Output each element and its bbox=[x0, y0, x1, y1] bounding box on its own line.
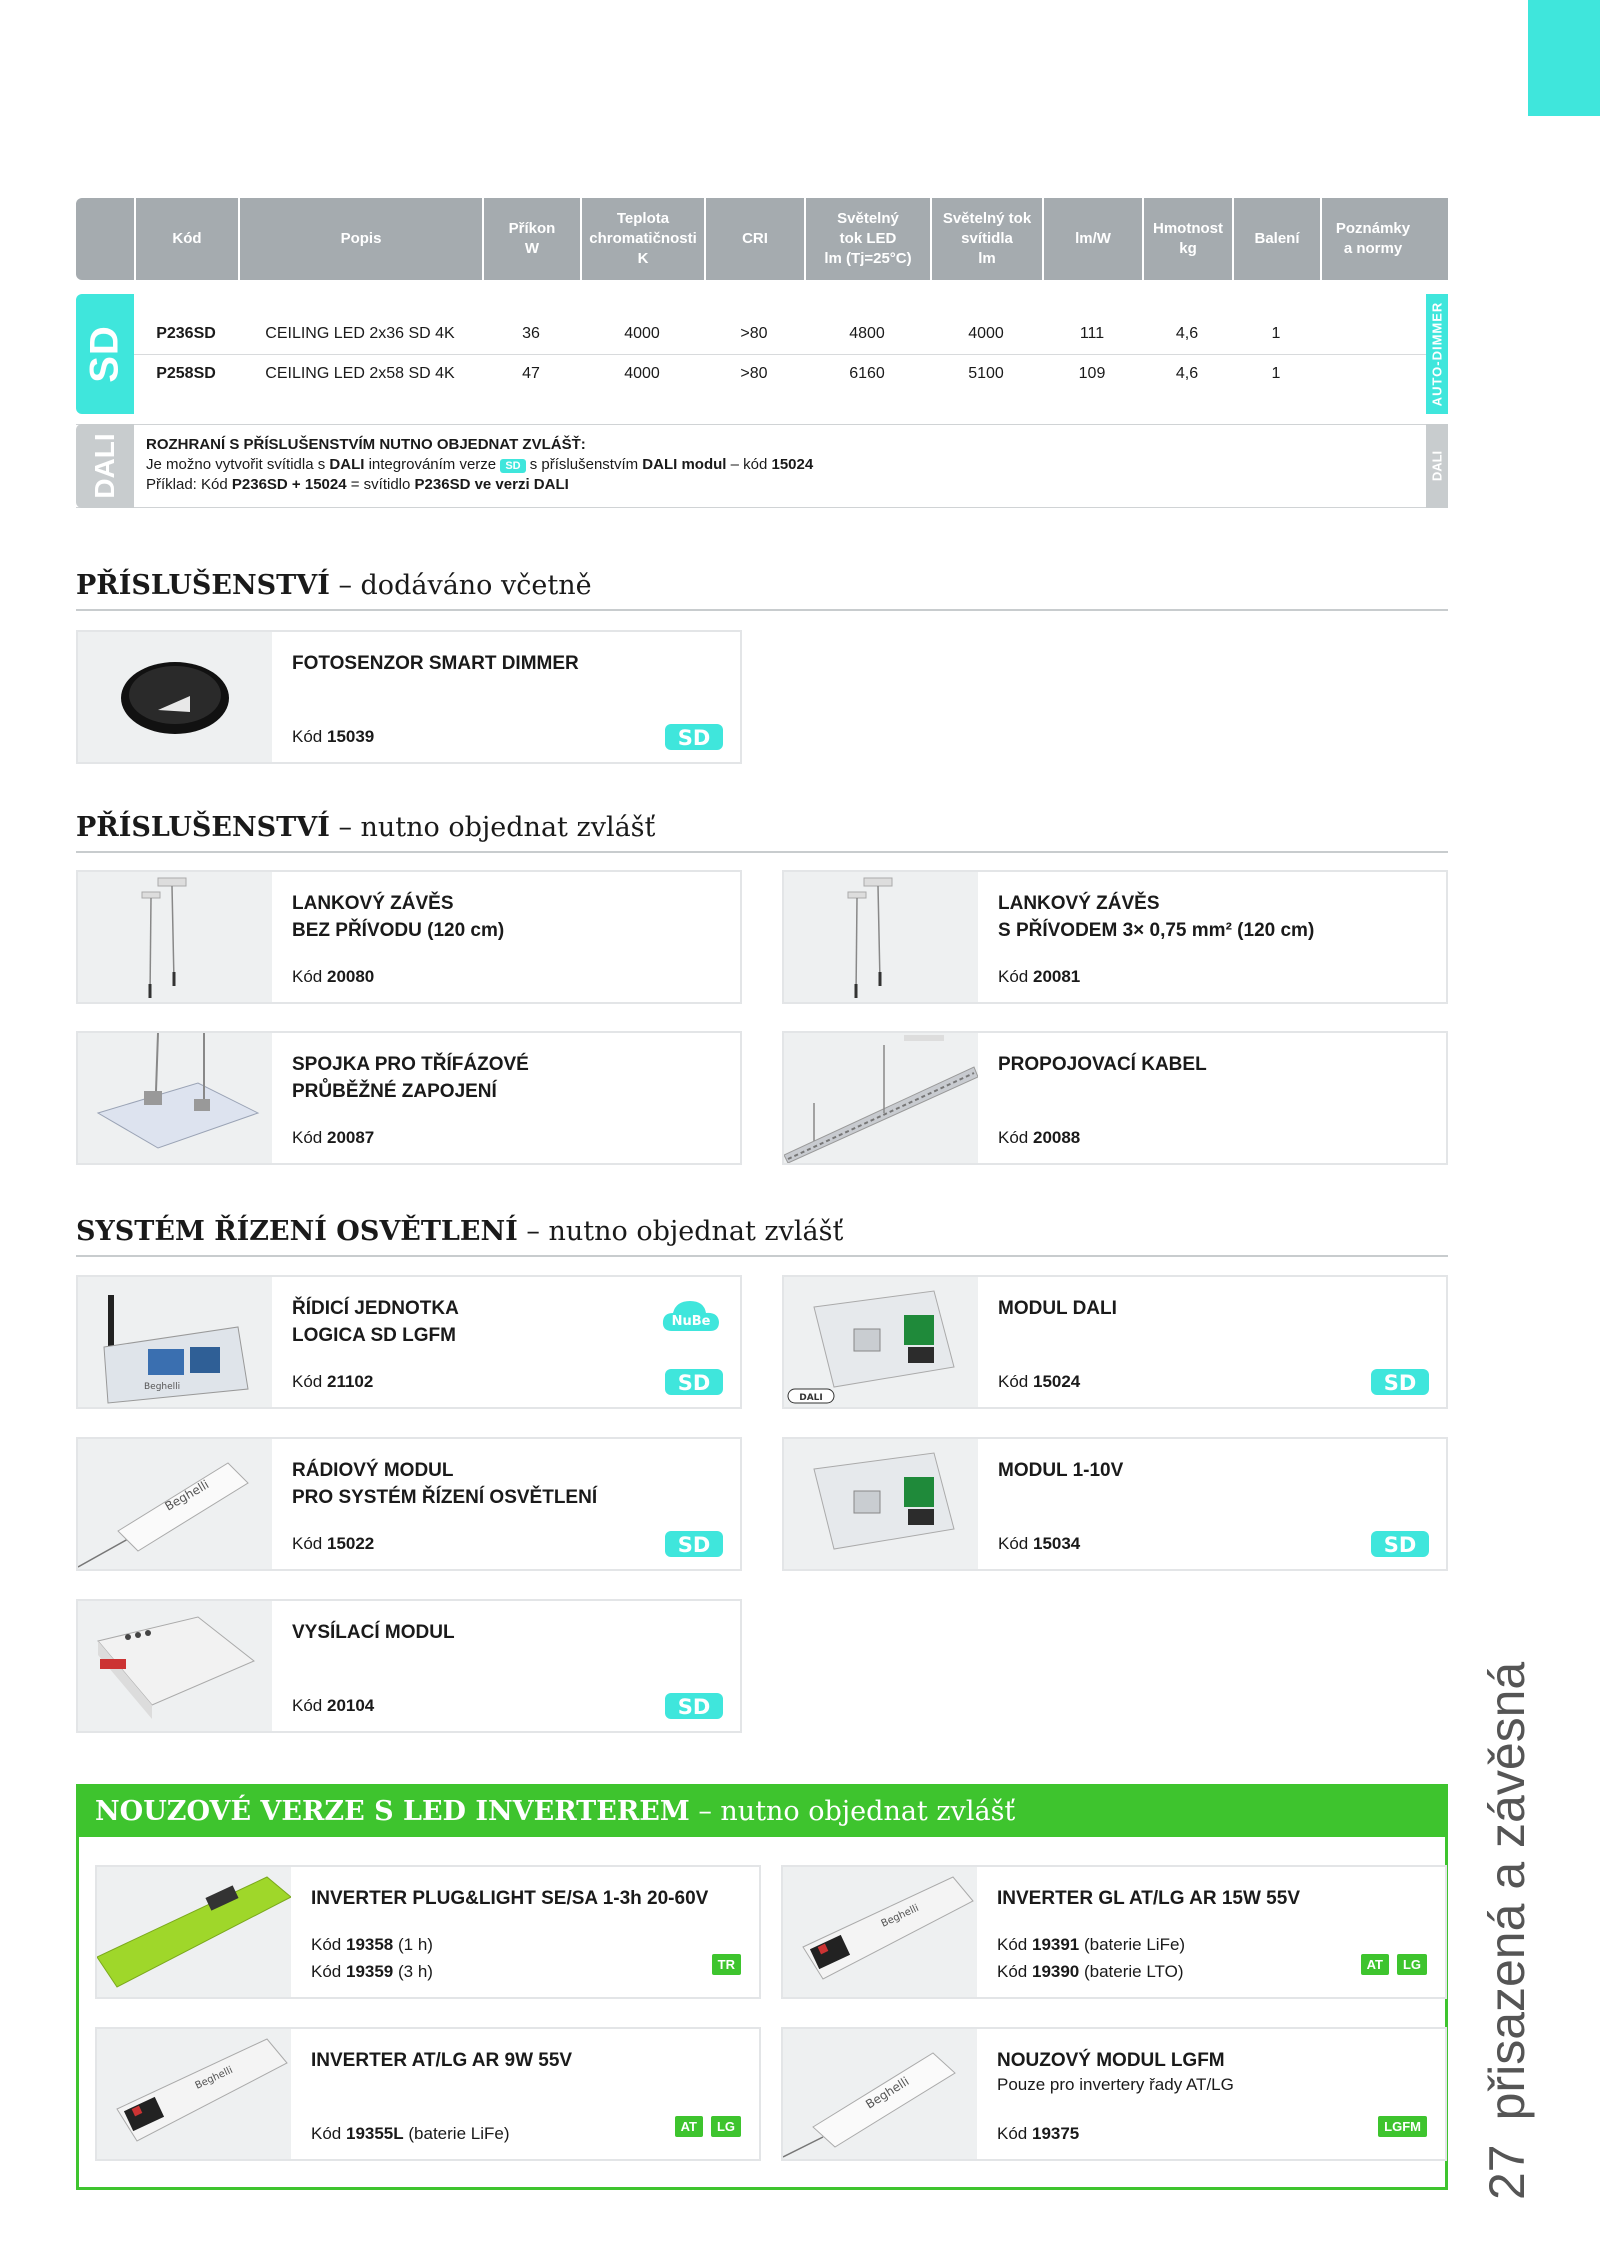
card-code: Kód 15022 bbox=[292, 1534, 375, 1553]
row-code: P236SD bbox=[156, 325, 216, 342]
module-1-10v-image bbox=[784, 1439, 978, 1569]
card-title: PROPOJOVACÍ KABEL bbox=[998, 1054, 1207, 1075]
card-title: RÁDIOVÝ MODUL PRO SYSTÉM ŘÍZENÍ OSVĚTLENÍ bbox=[292, 1460, 598, 1508]
transmitter-module-image bbox=[78, 1601, 272, 1731]
row-cri: >80 bbox=[740, 365, 768, 382]
card-spojka[interactable] bbox=[76, 1031, 742, 1165]
sd-product-block bbox=[76, 294, 1448, 414]
card-code: Kód 20088 bbox=[998, 1128, 1081, 1147]
svg-text:Beghelli: Beghelli bbox=[162, 1477, 212, 1514]
row-pack: 1 bbox=[1271, 365, 1281, 382]
nube-cloud-icon bbox=[660, 1297, 722, 1335]
row-code: P258SD bbox=[156, 365, 216, 382]
dali-right-label: DALI bbox=[1426, 424, 1448, 508]
card-title: MODUL DALI bbox=[998, 1298, 1117, 1319]
inverter-image bbox=[97, 2029, 291, 2159]
row-w: 47 bbox=[522, 365, 540, 382]
card-inverter-plug-light[interactable] bbox=[95, 1865, 761, 1999]
card-lankovy-zaves-2[interactable] bbox=[782, 870, 1448, 1004]
row-lm-led: 4800 bbox=[849, 325, 885, 342]
row-lmw: 109 bbox=[1078, 365, 1106, 382]
at-badge: AT bbox=[675, 2116, 703, 2137]
table-row bbox=[134, 354, 1426, 394]
connector-image bbox=[78, 1033, 272, 1163]
card-code: Kód 20080 bbox=[292, 967, 375, 986]
row-lmw: 111 bbox=[1079, 325, 1105, 342]
sd-logo-icon bbox=[664, 1367, 724, 1397]
section-heading-emergency: NOUZOVÉ VERZE S LED INVERTEREM – nutno objednat zvlášť bbox=[79, 1787, 1445, 1837]
lg-badge: LG bbox=[1397, 1954, 1427, 1975]
row-lm: 4000 bbox=[968, 325, 1004, 342]
inverter-image bbox=[97, 1867, 291, 1997]
card-code: Kód 19375 bbox=[997, 2124, 1080, 2143]
svg-text:Beghelli: Beghelli bbox=[144, 1382, 181, 1392]
row-cri: >80 bbox=[740, 325, 768, 342]
svg-text:Beghelli: Beghelli bbox=[193, 2064, 235, 2092]
row-k: 4000 bbox=[624, 325, 660, 342]
card-inverter-gl[interactable] bbox=[781, 1865, 1447, 1999]
row-lm: 5100 bbox=[968, 365, 1004, 382]
card-title: SPOJKA PRO TŘÍFÁZOVÉ PRŮBĚŽNÉ ZAPOJENÍ bbox=[292, 1054, 529, 1102]
radio-module-image bbox=[78, 1439, 272, 1569]
row-w: 36 bbox=[522, 325, 540, 342]
col-kod: Kód bbox=[134, 198, 238, 280]
card-lankovy-zaves-1[interactable] bbox=[76, 870, 742, 1004]
section-heading-accessories: PŘÍSLUŠENSTVÍ – nutno objednat zvlášť bbox=[76, 812, 1448, 853]
card-code: Kód 20081 bbox=[998, 967, 1081, 986]
card-inverter-at-lg[interactable] bbox=[95, 2027, 761, 2161]
card-title: ŘÍDICÍ JEDNOTKA LOGICA SD LGFM bbox=[292, 1298, 459, 1346]
cable-suspension-image bbox=[784, 872, 978, 1002]
card-nouzovy-modul[interactable] bbox=[781, 2027, 1447, 2161]
dali-side-badge: DALI bbox=[76, 424, 134, 508]
sd-side-badge: SD bbox=[76, 294, 134, 414]
card-title: LANKOVÝ ZÁVĚS S PŘÍVODEM 3× 0,75 mm² (120 cm) bbox=[998, 893, 1315, 941]
row-desc: CEILING LED 2x58 SD 4K bbox=[265, 365, 455, 382]
cable-suspension-image bbox=[78, 872, 272, 1002]
spec-table-header bbox=[76, 198, 1448, 280]
card-code: Kód 15034 bbox=[998, 1534, 1081, 1553]
emergency-module-image bbox=[783, 2029, 977, 2159]
svg-text:SD: SD bbox=[677, 1533, 711, 1557]
sd-logo-icon bbox=[1370, 1529, 1430, 1559]
at-badge: AT bbox=[1361, 1954, 1389, 1975]
control-unit-image bbox=[78, 1277, 272, 1407]
card-code: Kód 19391 (baterie LiFe) Kód 19390 (baterie LTO) bbox=[997, 1935, 1186, 1981]
card-code: Kód 19358 (1 h) Kód 19359 (3 h) bbox=[311, 1935, 433, 1981]
dali-module-image bbox=[784, 1277, 978, 1407]
card-code: Kód 19355L (baterie LiFe) bbox=[311, 2124, 510, 2143]
svg-text:Beghelli: Beghelli bbox=[879, 1902, 921, 1930]
emergency-section bbox=[76, 1784, 1448, 2190]
col-tok-svitidla: Světelný tok svítidla lm bbox=[930, 198, 1042, 280]
col-cri: CRI bbox=[704, 198, 804, 280]
svg-text:SD: SD bbox=[677, 1371, 711, 1395]
sd-logo-icon bbox=[664, 1529, 724, 1559]
card-title: FOTOSENZOR SMART DIMMER bbox=[292, 653, 579, 674]
sd-logo-icon bbox=[664, 722, 724, 752]
card-ridici-jednotka[interactable] bbox=[76, 1275, 742, 1409]
card-fotosenzor[interactable] bbox=[76, 630, 742, 764]
svg-text:SD: SD bbox=[677, 1695, 711, 1719]
col-teplota: Teplota chromatičnosti K bbox=[580, 198, 704, 280]
col-baleni: Balení bbox=[1232, 198, 1320, 280]
card-code: Kód 20104 bbox=[292, 1696, 375, 1715]
svg-text:SD: SD bbox=[1383, 1371, 1417, 1395]
card-title: INVERTER AT/LG AR 9W 55V bbox=[311, 2050, 573, 2071]
col-tok-led: Světelný tok LED lm (Tj=25°C) bbox=[804, 198, 930, 280]
card-propojovaci-kabel[interactable] bbox=[782, 1031, 1448, 1165]
lg-badge: LG bbox=[711, 2116, 741, 2137]
col-poznamky: Poznámky a normy bbox=[1320, 198, 1424, 280]
card-code: Kód 15039 bbox=[292, 727, 375, 746]
svg-text:NuBe: NuBe bbox=[671, 1314, 711, 1329]
row-pack: 1 bbox=[1271, 325, 1281, 342]
col-lmw: lm/W bbox=[1042, 198, 1142, 280]
tr-badge: TR bbox=[712, 1954, 741, 1975]
svg-text:Beghelli: Beghelli bbox=[863, 2074, 912, 2112]
table-row bbox=[134, 314, 1426, 354]
auto-dimmer-label: AUTO-DIMMER bbox=[1426, 294, 1448, 414]
cable-image bbox=[784, 1033, 978, 1163]
svg-text:SD: SD bbox=[1383, 1533, 1417, 1557]
card-title: MODUL 1-10V bbox=[998, 1460, 1124, 1481]
dali-text: ROZHRANÍ S PŘÍSLUŠENSTVÍM NUTNO OBJEDNAT ZVLÁŠŤ: Je možno vytvořit svítidla s DALI integrováním verze SD s příslušenstvím DALI modul – kód 15024 Příklad: Kód P236SD + 15024 = svítidlo P236SD ve verzi DALI bbox=[146, 436, 814, 493]
row-k: 4000 bbox=[624, 365, 660, 382]
fotosenzor-image bbox=[78, 632, 272, 762]
card-radiovy-modul[interactable] bbox=[76, 1437, 742, 1571]
sd-inline-logo: SD bbox=[500, 459, 525, 473]
card-title: VYSÍLACÍ MODUL bbox=[292, 1622, 455, 1643]
card-title: NOUZOVÝ MODUL LGFM bbox=[997, 2050, 1225, 2071]
page-side-title: 27přisazená a závěsná bbox=[1479, 1661, 1535, 2200]
row-kg: 4,6 bbox=[1175, 365, 1199, 382]
card-code: Kód 20087 bbox=[292, 1128, 375, 1147]
svg-text:DALI: DALI bbox=[799, 1393, 823, 1403]
col-hmotnost: Hmotnost kg bbox=[1142, 198, 1232, 280]
col-popis: Popis bbox=[238, 198, 482, 280]
section-heading-control-system: SYSTÉM ŘÍZENÍ OSVĚTLENÍ – nutno objednat zvlášť bbox=[76, 1216, 1448, 1257]
dali-note bbox=[76, 424, 1448, 508]
card-title: INVERTER GL AT/LG AR 15W 55V bbox=[997, 1888, 1300, 1909]
row-lm-led: 6160 bbox=[849, 365, 885, 382]
card-modul-dali[interactable] bbox=[782, 1275, 1448, 1409]
card-modul-1-10v[interactable] bbox=[782, 1437, 1448, 1571]
corner-tab bbox=[1528, 0, 1600, 116]
sd-logo-icon bbox=[1370, 1367, 1430, 1397]
row-kg: 4,6 bbox=[1175, 325, 1199, 342]
inverter-image bbox=[783, 1867, 977, 1997]
svg-text:SD: SD bbox=[677, 726, 711, 750]
card-subtitle: Pouze pro invertery řady AT/LG bbox=[997, 2075, 1234, 2094]
card-title: INVERTER PLUG&LIGHT SE/SA 1-3h 20-60V bbox=[311, 1888, 709, 1909]
card-vysilaci-modul[interactable] bbox=[76, 1599, 742, 1733]
sd-logo-icon bbox=[664, 1691, 724, 1721]
card-code: Kód 15024 bbox=[998, 1372, 1081, 1391]
row-desc: CEILING LED 2x36 SD 4K bbox=[265, 325, 455, 342]
col-prikon: Příkon W bbox=[482, 198, 580, 280]
section-heading-included: PŘÍSLUŠENSTVÍ – dodáváno včetně bbox=[76, 570, 1448, 611]
lgfm-badge: LGFM bbox=[1378, 2116, 1427, 2137]
card-title: LANKOVÝ ZÁVĚS BEZ PŘÍVODU (120 cm) bbox=[292, 893, 505, 941]
card-code: Kód 21102 bbox=[292, 1372, 374, 1391]
